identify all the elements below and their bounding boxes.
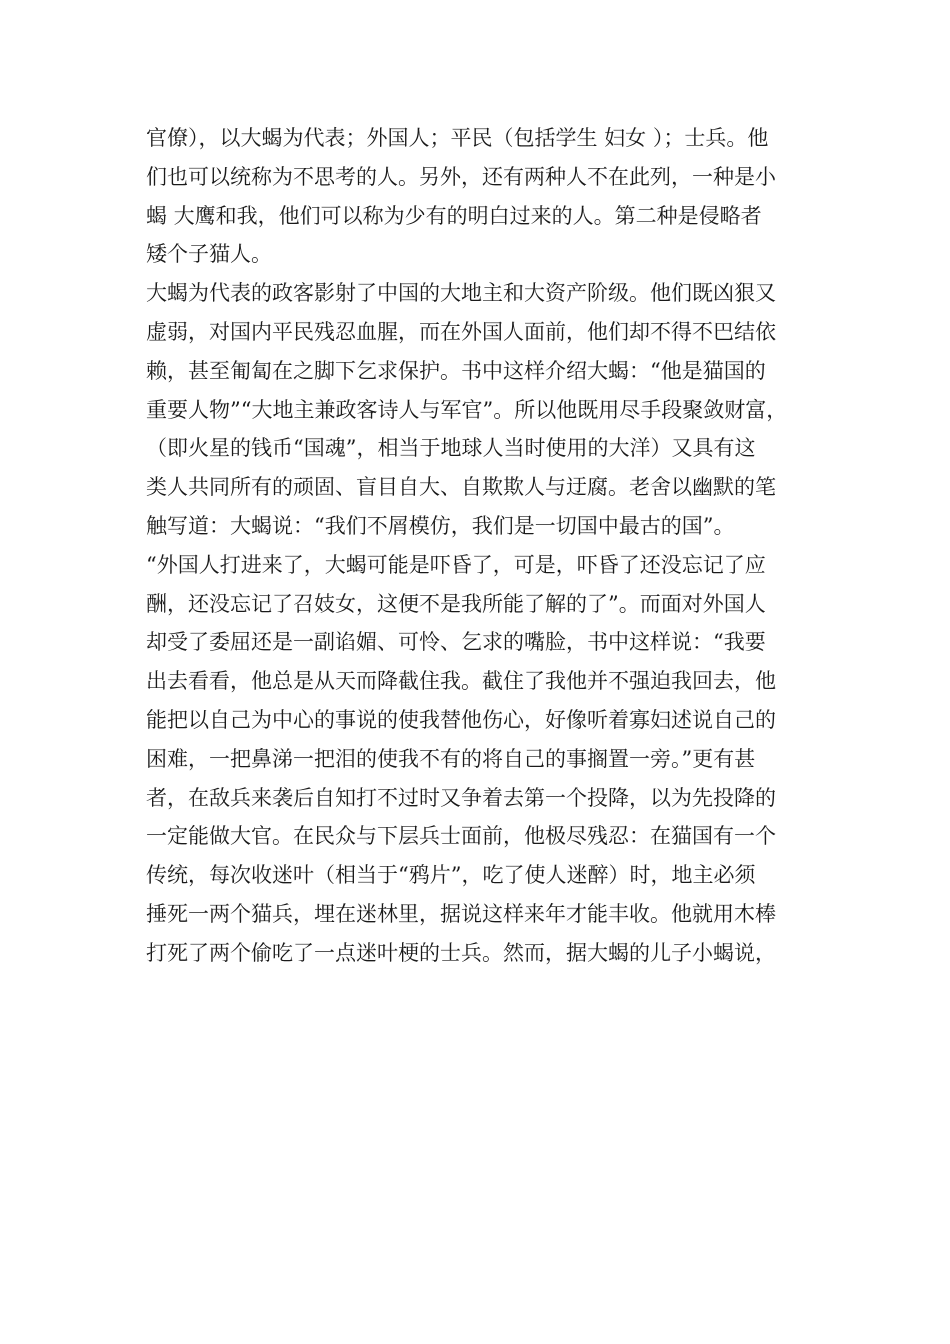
text-line: “外国人打进来了，大蝎可能是吓昏了，可是，吓昏了还没忘记了应	[146, 552, 766, 577]
text-line: 打死了两个偷吃了一点迷叶梗的士兵。然而，据大蝎的儿子小蝎说，	[146, 940, 776, 965]
text-line: 官僚），以大蝎为代表；外国人；平民（包括学生 妇女 ）；士兵。他	[146, 126, 769, 150]
body-text	[146, 119, 810, 973]
text-line: 类人共同所有的顽固、盲目自大、自欺欺人与迂腐。老舍以幽默的笔	[146, 475, 776, 500]
text-line: 困难，一把鼻涕一把泪的使我不有的将自己的事搁置一旁。”更有甚	[146, 746, 756, 771]
text-line: 触写道：大蝎说：“我们不屑模仿，我们是一切国中最古的国”。	[146, 513, 735, 538]
text-line: 一定能做大官。在民众与下层兵士面前，他极尽残忍：在猫国有一个	[146, 824, 776, 849]
text-line: 传统，每次收迷叶（相当于“鸦片”，吃了使人迷醉）时，地主必须	[146, 863, 756, 888]
text-line: 们也可以统称为不思考的人。另外，还有两种人不在此列，一种是小	[146, 164, 776, 189]
text-line: 蝎 大鹰和我，他们可以称为少有的明白过来的人。第二种是侵略者	[146, 203, 762, 228]
text-line: 重要人物”“大地主兼政客诗人与军官”。所以他既用尽手段聚敛财富，	[146, 397, 788, 422]
text-line: 能把以自己为中心的事说的使我替他伤心，好像听着寡妇述说自己的	[146, 707, 776, 732]
text-line: 赖，甚至匍匐在之脚下乞求保护。书中这样介绍大蝎：“他是猫国的	[146, 358, 766, 383]
text-line: 大蝎为代表的政客影射了中国的大地主和大资产阶级。他们既凶狠又	[146, 281, 776, 306]
text-line: 矮个子猫人。	[146, 242, 272, 267]
text-line: 捶死一两个猫兵，埋在迷林里，据说这样来年才能丰收。他就用木棒	[146, 901, 776, 926]
text-line: （即火星的钱币“国魂”，相当于地球人当时使用的大洋）又具有这	[146, 436, 756, 461]
text-line: 出去看看，他总是从天而降截住我。截住了我他并不强迫我回去，他	[146, 669, 776, 694]
text-line: 酬，还没忘记了召妓女，这便不是我所能了解的了”。而面对外国人	[146, 591, 766, 616]
text-line: 者，在敌兵来袭后自知打不过时又争着去第一个投降，以为先投降的	[146, 785, 776, 810]
text-line: 却受了委屈还是一副谄媚、可怜、乞求的嘴脸，书中这样说：“我要	[146, 630, 766, 655]
text-line: 虚弱，对国内平民残忍血腥，而在外国人面前，他们却不得不巴结依	[146, 319, 776, 344]
